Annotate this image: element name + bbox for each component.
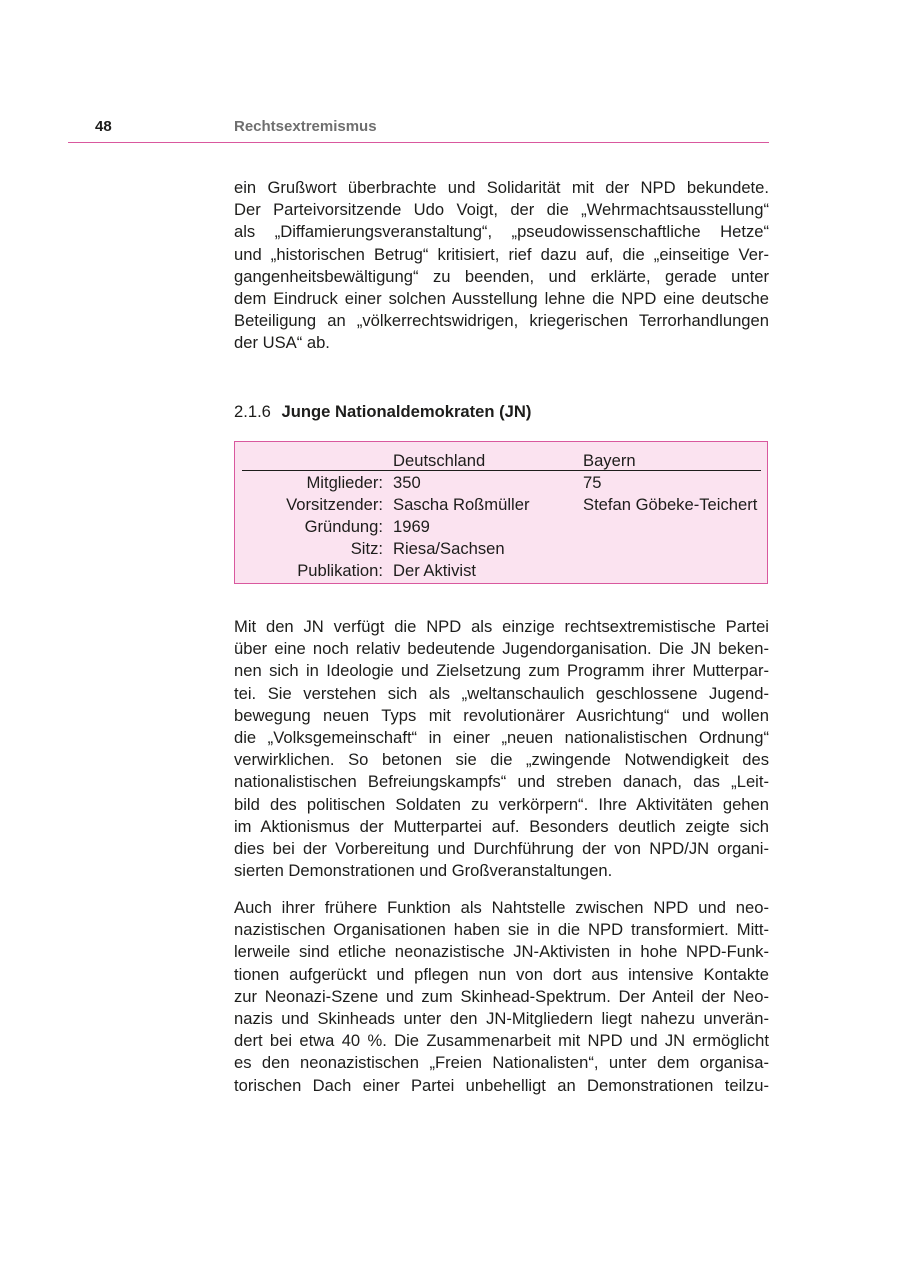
section-heading [234, 402, 531, 422]
text-line: als „Diffamierungsveranstaltung“, „pseudowissenschaftliche Hetze“ [234, 222, 769, 242]
row-label-founded: Gründung: [304, 517, 383, 536]
page-header [68, 116, 769, 143]
text-line: über eine noch relativ bedeutende Jugendorganisation. Die JN beken- [234, 639, 769, 659]
paragraph-2 [234, 616, 769, 882]
text-line: Beteiligung an „völkerrechtswidrigen, kriegerischen Terrorhandlungen [234, 311, 769, 331]
members-deutschland: 350 [393, 473, 421, 492]
text-line: und „historischen Betrug“ kritisiert, rief dazu auf, die „einseitige Ver- [234, 244, 769, 264]
header-rule [242, 470, 761, 471]
text-line: tionen aufgerückt und pflegen nun von dort aus intensive Kontakte [234, 964, 769, 984]
text-line: Mit den JN verfügt die NPD als einzige rechtsextremistische Partei [234, 617, 769, 636]
text-line: sierten Demonstrationen und Großveranstaltungen. [234, 861, 613, 881]
row-label-publication: Publikation: [297, 561, 383, 580]
paragraph-3 [234, 897, 769, 1097]
chair-bayern: Stefan Göbeke-Teichert [583, 495, 758, 514]
section-title: Junge Nationaldemokraten (JN) [281, 402, 532, 421]
text-line: tei. Sie verstehen sich als „weltanschaulich geschlossene Jugend- [234, 683, 769, 703]
text-line: es den neonazistischen „Freien Nationalisten“, unter dem organisa- [234, 1053, 769, 1073]
text-line: nationalistischen Befreiungskampfs“ und streben danach, das „Leit- [234, 772, 769, 792]
chair-deutschland: Sascha Roßmüller [393, 495, 530, 514]
text-line: dies bei der Vorbereitung und Durchführung der von NPD/JN organi- [234, 838, 769, 858]
text-line: die „Volksgemeinschaft“ in einer „neuen nationalistischen Ordnung“ [234, 727, 769, 747]
section-number: 2.1.6 [234, 402, 271, 421]
text-line: lerweile sind etliche neonazistische JN-Aktivisten in hohe NPD-Funk- [234, 942, 769, 962]
organization-info-box [234, 441, 768, 584]
row-label-members: Mitglieder: [306, 473, 383, 492]
seat-deutschland: Riesa/Sachsen [393, 539, 505, 558]
text-line: ein Grußwort überbrachte und Solidarität mit der NPD bekundete. [234, 178, 769, 197]
paragraph-1 [234, 177, 769, 355]
text-line: dem Eindruck einer solchen Ausstellung lehne die NPD eine deutsche [234, 288, 769, 308]
text-line: zur Neonazi-Szene und zum Skinhead-Spektrum. Der Anteil der Neo- [234, 986, 769, 1006]
text-line: Der Parteivorsitzende Udo Voigt, der die „Wehrmachtsausstellung“ [234, 200, 769, 220]
text-line: nen sich in Ideologie und Zielsetzung zum Programm ihrer Mutterpar- [234, 661, 769, 681]
text-line: der USA“ ab. [234, 333, 330, 353]
page-number: 48 [95, 118, 112, 135]
text-line: im Aktionismus der Mutterpartei auf. Besonders deutlich zeigte sich [234, 816, 769, 836]
members-bayern: 75 [583, 473, 602, 492]
text-line: verwirklichen. So betonen sie die „zwingende Notwendigkeit des [234, 750, 769, 770]
text-line: Auch ihrer frühere Funktion als Nahtstelle zwischen NPD und neo- [234, 898, 769, 917]
running-title: Rechtsextremismus [234, 118, 377, 135]
publication-deutschland: Der Aktivist [393, 561, 476, 580]
text-line: bild des politischen Soldaten zu verkörpern“. Ihre Aktivitäten gehen [234, 794, 769, 814]
column-header-bayern: Bayern [583, 451, 636, 470]
text-line: nazistischen Organisationen haben sie in die NPD transformiert. Mitt- [234, 920, 769, 940]
text-line: dert bei etwa 40 %. Die Zusammenarbeit mit NPD und JN ermöglicht [234, 1031, 769, 1051]
text-line: torischen Dach einer Partei unbehelligt an Demonstrationen teilzu- [234, 1075, 769, 1095]
founded-deutschland: 1969 [393, 517, 430, 536]
row-label-seat: Sitz: [350, 539, 383, 558]
column-header-deutschland: Deutschland [393, 451, 486, 470]
text-line: bewegung neuen Typs mit revolutionärer Ausrichtung“ und wollen [234, 705, 769, 725]
text-line: nazis und Skinheads unter den JN-Mitgliedern liegt nahezu unverän- [234, 1008, 769, 1028]
text-line: gangenheitsbewältigung“ zu beenden, und erklärte, gerade unter [234, 266, 769, 286]
row-label-chair: Vorsitzender: [286, 495, 383, 514]
